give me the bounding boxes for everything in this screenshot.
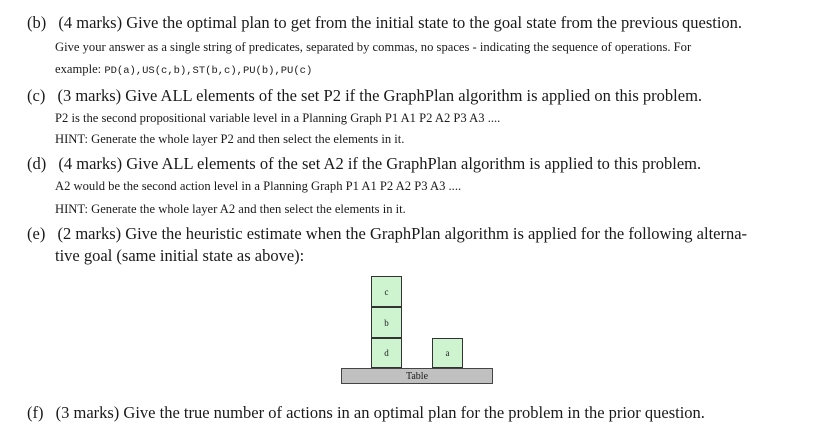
question-e-label: (e) [27, 224, 46, 243]
example-code: PD(a),US(c,b),ST(b,c),PU(b),PU(c) [104, 65, 313, 77]
question-b [27, 13, 742, 33]
question-b-text: (4 marks) Give the optimal plan to get from the initial state to the goal state from the previous question. [58, 13, 743, 32]
question-f-label: (f) [27, 403, 44, 422]
question-c-label: (c) [27, 86, 46, 105]
question-d-text: (4 marks) Give ALL elements of the set A2 if the GraphPlan algorithm is applied to this problem. [58, 154, 702, 173]
question-b-example [55, 61, 312, 79]
question-e-text: (2 marks) Give the heuristic estimate when the GraphPlan algorithm is applied for the following alterna- [57, 224, 748, 243]
question-c-detail: P2 is the second propositional variable level in a Planning Graph P1 A1 P2 A2 P3 A3 .... [55, 111, 501, 125]
question-e-text-line2: tive goal (same initial state as above): [55, 246, 305, 265]
question-b-detail: Give your answer as a single string of predicates, separated by commas, no spaces - indicating the sequence of operations. For [55, 40, 692, 54]
question-b-label: (b) [27, 13, 47, 32]
question-e [27, 224, 747, 244]
block-d: d [371, 338, 402, 368]
example-label: example: [55, 62, 102, 76]
question-d-detail: A2 would be the second action level in a Planning Graph P1 A1 P2 A2 P3 A3 .... [55, 179, 462, 193]
question-f-text: (3 marks) Give the true number of actions in an optimal plan for the problem in the prior question. [55, 403, 705, 422]
question-c-hint: HINT: Generate the whole layer P2 and then select the elements in it. [55, 132, 405, 146]
block-c: c [371, 276, 402, 307]
question-d-hint: HINT: Generate the whole layer A2 and then select the elements in it. [55, 202, 406, 216]
block-a: a [432, 338, 463, 368]
question-d-label: (d) [27, 154, 47, 173]
question-d [27, 154, 701, 174]
block-b: b [371, 307, 402, 338]
table-surface: Table [341, 368, 493, 384]
question-c [27, 86, 702, 106]
question-c-text: (3 marks) Give ALL elements of the set P2 if the GraphPlan algorithm is applied on this problem. [57, 86, 703, 105]
question-f [27, 403, 705, 423]
